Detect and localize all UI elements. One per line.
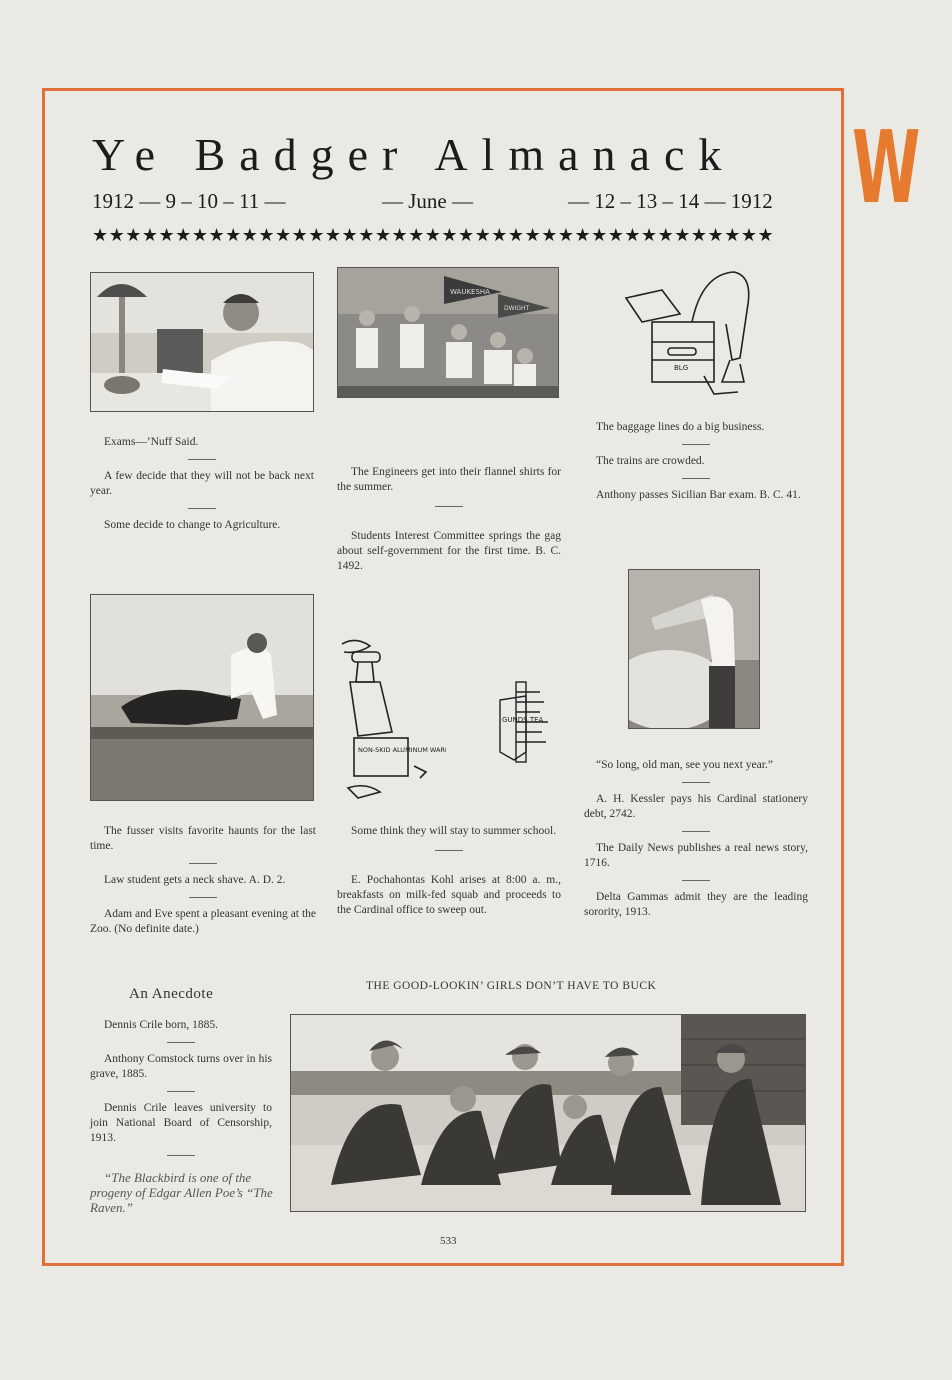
caption: Adam and Eve spent a pleasant evening at the Zoo. (No definite date.) xyxy=(90,908,316,935)
divider xyxy=(189,897,217,898)
divider xyxy=(682,831,710,832)
photo-student-exams xyxy=(90,272,314,412)
divider xyxy=(435,506,463,507)
caption: E. Pochahontas Kohl arises at 8:00 a. m., breakfasts on milk-fed squab and proceeds to the Cardinal office to sweep out. xyxy=(337,874,561,916)
divider xyxy=(682,782,710,783)
side-tab-letter: W xyxy=(852,109,921,226)
anecdote-title: An Anecdote xyxy=(129,986,214,1002)
col1-top-captions xyxy=(90,435,314,533)
caption: The Daily News publishes a real news story, 1716. xyxy=(584,842,808,869)
svg-text:NON-SKID ALUMINUM WARE xyxy=(358,746,446,754)
divider xyxy=(682,444,710,445)
blackbird-quote: “The Blackbird is one of the progeny of Edgar Allen Poe’s “The Raven.” xyxy=(90,1170,273,1215)
caption: “So long, old man, see you next year.” xyxy=(596,759,773,771)
drawing-aluminum-man xyxy=(336,636,446,802)
caption: The Engineers get into their flannel shirts for the summer. xyxy=(337,466,561,493)
photo-girls xyxy=(290,1014,806,1212)
caption: Some think they will stay to summer school. xyxy=(351,825,557,837)
divider xyxy=(435,850,463,851)
date-center: — June — xyxy=(382,189,473,213)
star-rule: ★★★★★★★★★★★★★★★★★★★★★★★★★★★★★★★★★★★★★★★★★ xyxy=(92,225,775,245)
caption: Delta Gammas admit they are the leading sorority, 1913. xyxy=(584,891,808,918)
divider xyxy=(682,478,710,479)
caption: Students Interest Committee springs the gag about self-government for the first time. B. C. 1492. xyxy=(337,530,561,572)
divider xyxy=(167,1155,195,1156)
trunk-label: BLG xyxy=(674,364,689,372)
anecdote-list xyxy=(90,1018,272,1165)
photo-fusser xyxy=(90,594,314,801)
anecdote-item: Dennis Crile born, 1885. xyxy=(104,1019,219,1031)
col3-mid-captions xyxy=(584,758,808,920)
date-left: 1912 — 9 – 10 – 11 — xyxy=(92,189,286,213)
anecdote-item: Anthony Comstock turns over in his grave, 1885. xyxy=(90,1053,272,1080)
divider xyxy=(189,863,217,864)
caption: The baggage lines do a big business. xyxy=(596,421,765,433)
divider xyxy=(188,508,216,509)
divider xyxy=(167,1091,195,1092)
photo-megaphone xyxy=(628,569,760,729)
drawing-trunk xyxy=(622,264,762,404)
caption: A few decide that they will not be back next year. xyxy=(90,470,314,497)
divider xyxy=(188,459,216,460)
page-number: 533 xyxy=(440,1235,457,1247)
divider xyxy=(167,1042,195,1043)
anecdote-item: Dennis Crile leaves university to join National Board of Censorship, 1913. xyxy=(90,1102,272,1144)
box-label: NON-SKID ALUMINUM WARE xyxy=(358,746,446,754)
col1-mid-captions xyxy=(90,824,316,937)
col2-mid-captions xyxy=(337,824,561,918)
page-title: Ye Badger Almanack xyxy=(92,129,736,180)
caption: The trains are crowded. xyxy=(596,455,705,467)
caption: A. H. Kessler pays his Cardinal stationery debt, 2742. xyxy=(584,793,808,820)
pennant-waukesha: WAUKESHA xyxy=(450,288,490,296)
caption: Exams—’Nuff Said. xyxy=(104,436,199,448)
tea-label: GUNDS TEA xyxy=(502,716,544,724)
photo-engineers xyxy=(337,267,559,398)
girls-caption: THE GOOD-LOOKIN’ GIRLS DON’T HAVE TO BUCK xyxy=(366,980,657,992)
caption: The fusser visits favorite haunts for the last time. xyxy=(90,825,316,852)
caption: Anthony passes Sicilian Bar exam. B. C. 41. xyxy=(596,489,801,501)
col2-top-captions xyxy=(337,465,561,574)
divider xyxy=(682,880,710,881)
caption: Some decide to change to Agriculture. xyxy=(104,519,281,531)
caption: Law student gets a neck shave. A. D. 2. xyxy=(104,874,286,886)
col3-top-captions xyxy=(584,420,808,503)
drawing-tea-sign xyxy=(494,678,560,766)
pennant-dwight: DWIGHT xyxy=(504,305,530,312)
date-right: — 12 – 13 – 14 — 1912 xyxy=(568,189,773,213)
